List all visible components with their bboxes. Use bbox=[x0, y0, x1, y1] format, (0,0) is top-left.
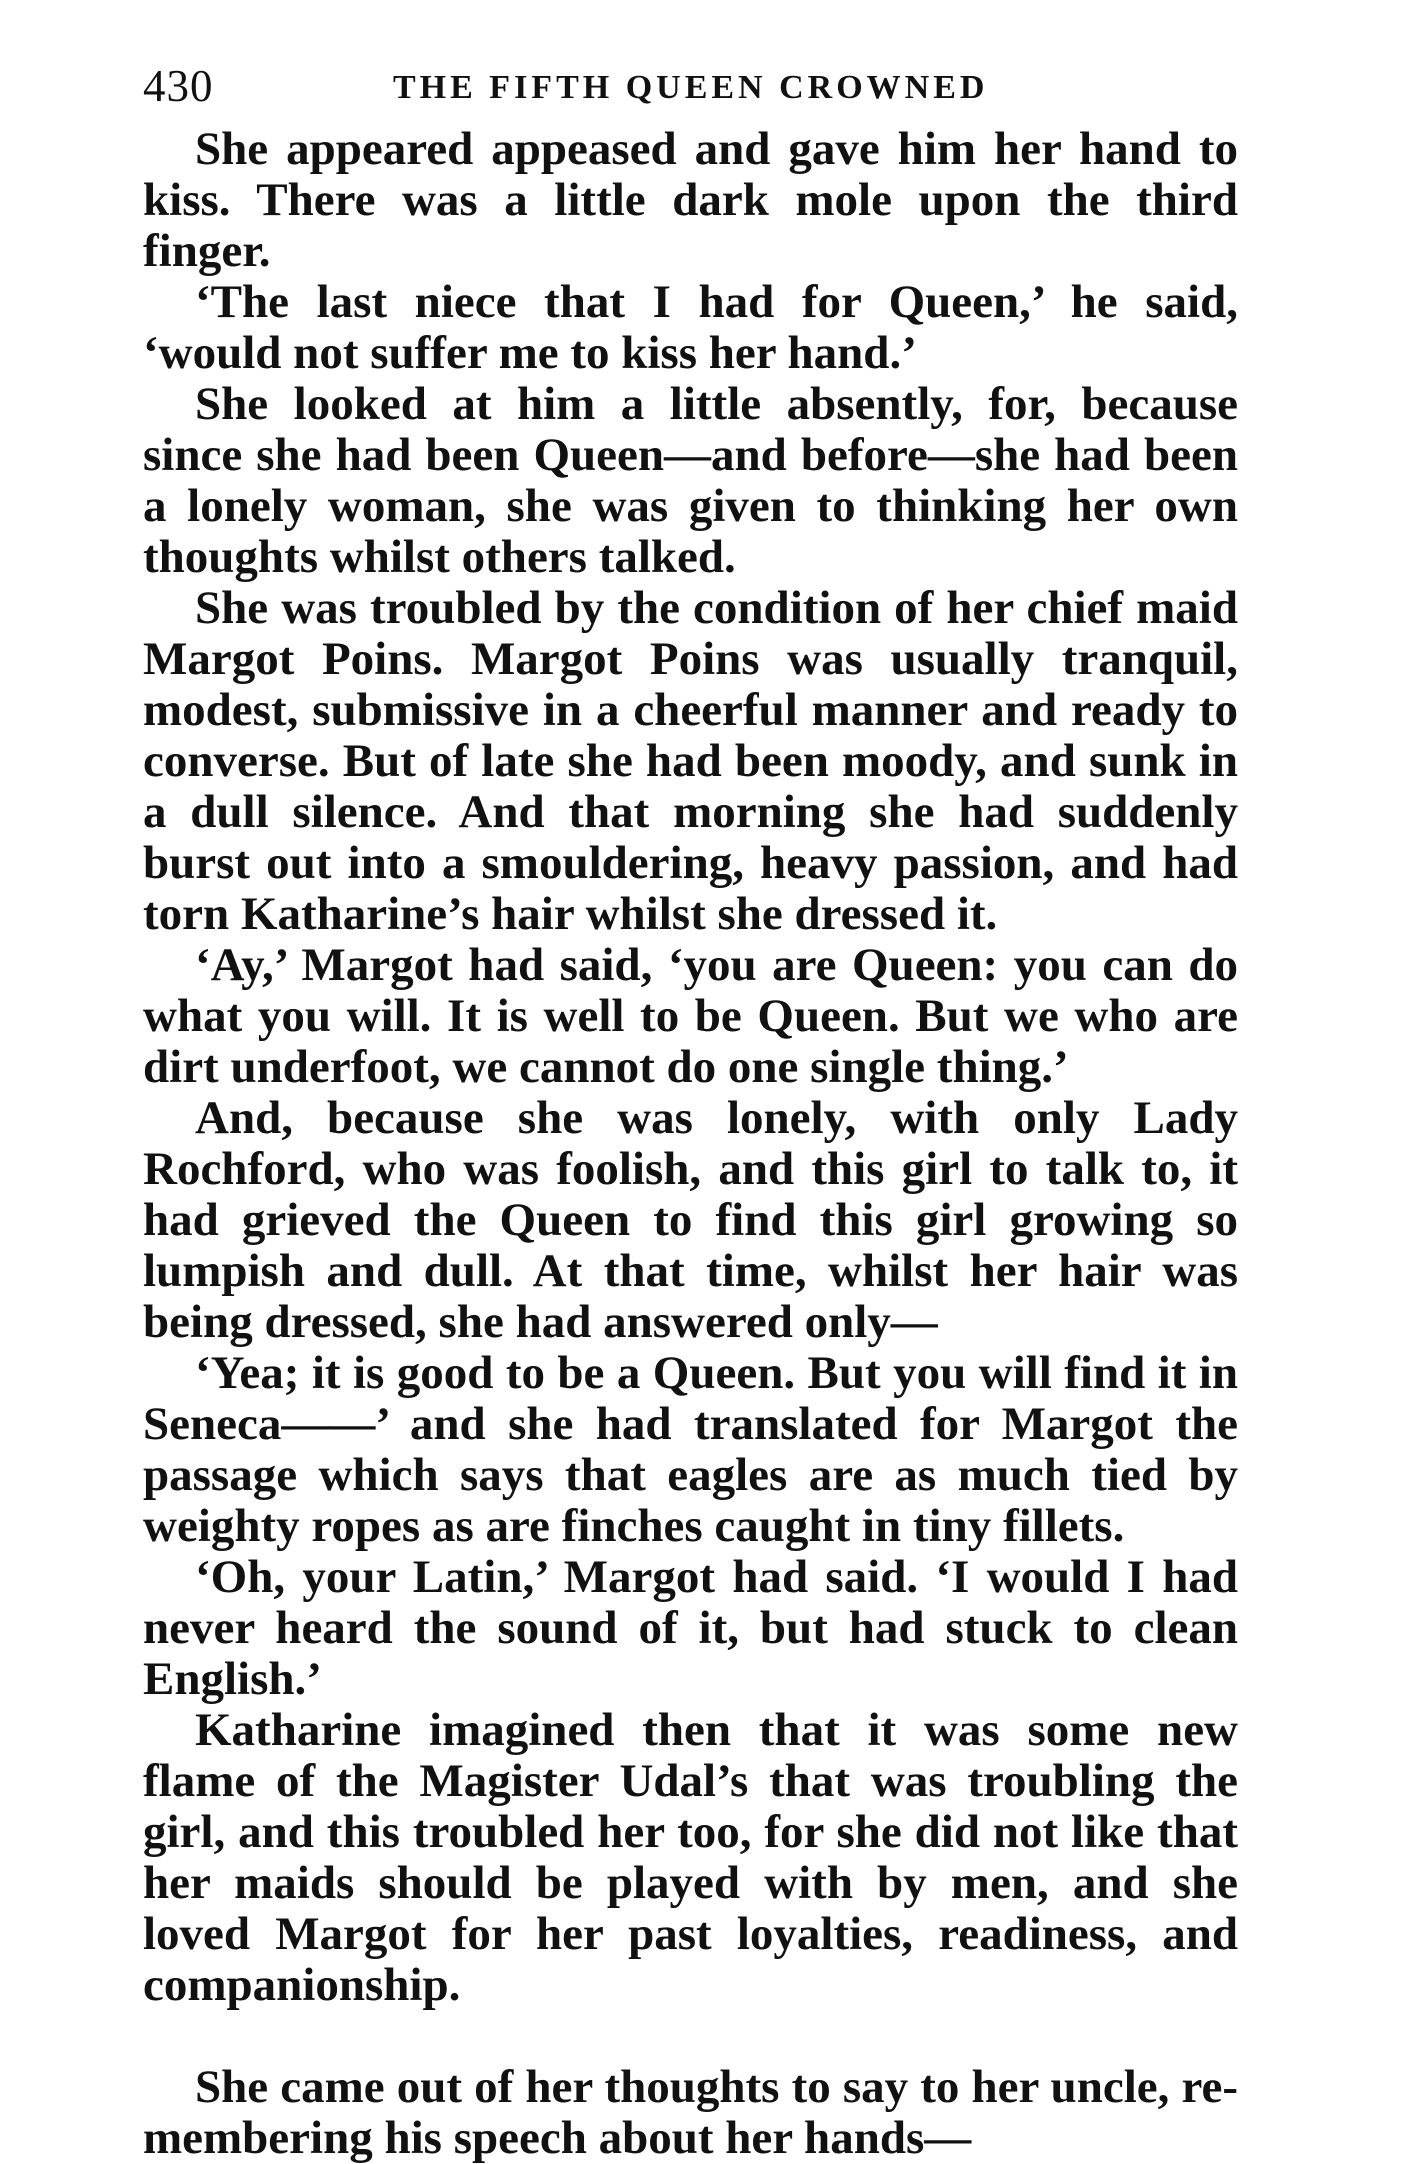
paragraph: She appeared appeased and gave him her hand to kiss. There was a little dark mole upon the third finger. bbox=[143, 123, 1238, 277]
paragraph: She looked at him a little absently, for, because since she had been Queen—and before—she had been a lonely woman, she was given to thinking her own thoughts whilst others talked. bbox=[143, 378, 1238, 583]
paragraph: ‘The last niece that I had for Queen,’ he said, ‘would not suffer me to kiss her hand.’ bbox=[143, 276, 1238, 379]
running-head bbox=[143, 56, 1243, 116]
paragraph: ‘Ay,’ Margot had said, ‘you are Queen: you can do what you will. It is well to be Queen. But we who are dirt underfoot, we cannot do one single thing.’ bbox=[143, 939, 1238, 1093]
body-text bbox=[143, 124, 1238, 2164]
page-number: 430 bbox=[143, 61, 214, 111]
paragraph: ‘Yea; it is good to be a Queen. But you will find it in Seneca——’ and she had translated for Margot the passage which says that eagles are as much tied by weighty ropes as are finches caught in tiny fillets. bbox=[143, 1347, 1238, 1552]
paragraph: And, because she was lonely, with only Lady Rochford, who was foolish, and this girl to talk to, it had grieved the Queen to find this girl growing so lumpish and dull. At that time, whilst her hair was being dressed, she had answered only— bbox=[143, 1092, 1238, 1348]
paragraph: She was troubled by the condition of her chief maid Margot Poins. Margot Poins was usually tranquil, modest, submissive in a cheerful manner and ready to converse. But of late she had been moody, and sunk in a dull silence. And that morning she had suddenly burst out into a smouldering, heavy passion, and had torn Katharine’s hair whilst she dressed it. bbox=[143, 582, 1238, 940]
paragraph: She came out of her thoughts to say to her uncle, remembering his speech about her hands— bbox=[143, 2061, 1238, 2164]
paragraph: ‘Oh, your Latin,’ Margot had said. ‘I would I had never heard the sound of it, but had stuck to clean English.’ bbox=[143, 1551, 1238, 1705]
paragraph: Katharine imagined then that it was some new flame of the Magister Udal’s that was troubling the girl, and this troubled her too, for she did not like that her maids should be played with by men, and she loved Margot for her past loyalties, readiness, and companionship. bbox=[143, 1704, 1238, 2011]
book-title: THE FIFTH QUEEN CROWNED bbox=[393, 69, 989, 106]
